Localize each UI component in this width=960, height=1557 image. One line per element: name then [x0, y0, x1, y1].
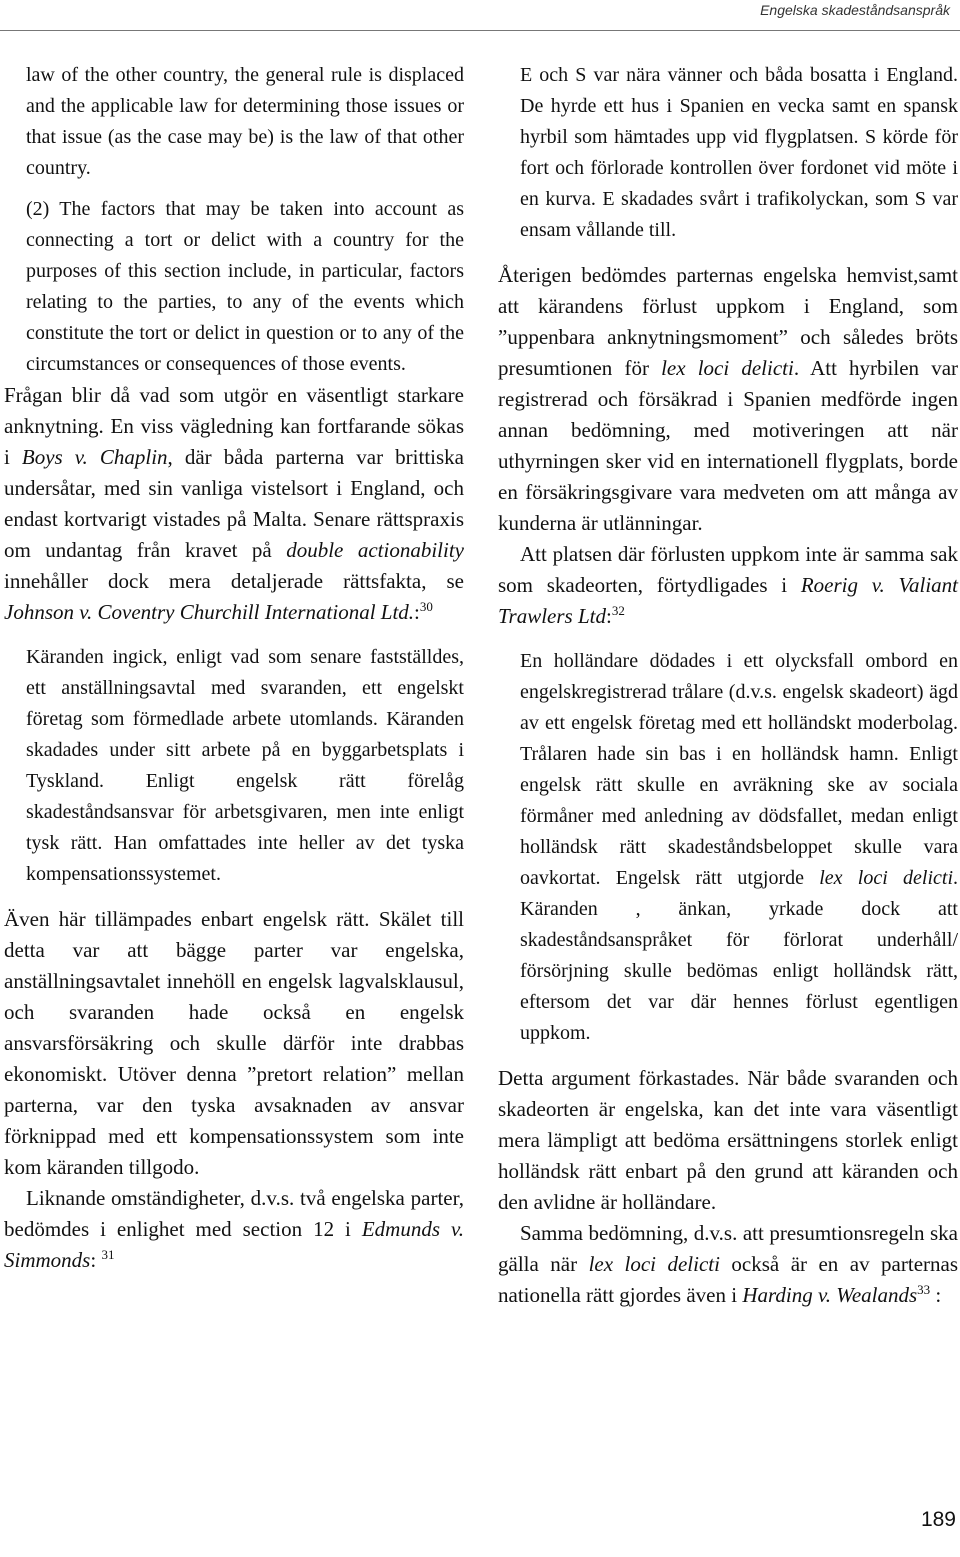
- case-name: Edmunds v. Simmonds: [4, 1217, 464, 1272]
- paragraph-place-of-loss: Att platsen där förlusten uppkom inte är samma sak som skadeorten, förtydligades i Roerig v. Valiant Trawlers Ltd:$^{32}$: [498, 542, 959, 628]
- statute-quote-continued: law of the other country, the general rule is displaced and the applicable law for determining those issues or that issue (as the case may be) is the law of that other country.: [26, 64, 464, 179]
- paragraph-stronger-connection: Frågan blir då vad som utgör en väsentligt starkare anknytning. En viss vägledning kan fortfarande sökas i Boys v. Chaplin, där båda parterna var brittiska undersåtar, med sin vanliga vistelsort i England, och endast kortvarigt vistades på Malta. Senare rättspraxis om undantag från kravet på double actionability innehåller dock mera detaljerade rättsfakta, se Johnson v. Coventry Churchill International Ltd.:$^{30}$: [4, 383, 464, 624]
- case-name: Boys v. Chaplin: [21, 445, 168, 469]
- page-number: 189: [920, 1508, 956, 1531]
- case-summary-johnson: Käranden ingick, enligt vad som senare fastställdes, ett anställningsavtal med svaranden, ett engelskt företag som förmedlade arbete utomlands. Käranden skadades under sitt arbete på en byggarbetsplats i Tyskland. Enligt engelsk rätt förelåg skadeståndsansvar för arbetsgivaren, men inte enligt tysk rätt. Han omfattades inte heller av det tyska kompensationssystemet.: [26, 646, 464, 885]
- case-summary-edmunds: E och S var nära vänner och båda bosatta i England. De hyrde ett hus i Spanien en vecka samt en spansk hyrbil som hämtades upp vid flygplatsen. S körde för fort och förlorade kontrollen över fordonet vid möte i en kurva. E skadades svårt i trafikolyckan, som S var ensam vållande till.: [520, 64, 958, 241]
- paragraph-argument-rejected: Detta argument förkastades. När både svaranden och skadeorten är engelska, kan det inte vara väsentligt mera lämpligt att bedöma ersättningens storlek enligt holländsk rätt enbart på den grund att käranden och den avlidne är holländare.: [498, 1066, 958, 1214]
- paragraph-similar-circumstances: Liknande omständigheter, d.v.s. två engelska parter, bedömdes i enlighet med section 12 i Edmunds v. Simmonds: $^{31}$: [4, 1186, 464, 1272]
- paragraph-same-assessment: Samma bedömning, d.v.s. att presumtionsregeln ska gälla när lex loci delicti också är en av parternas nationella rätt gjordes även i Harding v. Wealands$^{33}$ :: [498, 1221, 959, 1307]
- case-name: Harding v. Wealands: [742, 1283, 918, 1307]
- statute-quote-section-2: (2) The factors that may be taken into account as connecting a tort or delict with a country for the purposes of this section include, in particular, factors relating to the parties, to any of the events which constitute the tort or delict in question or to any of the circumstances or consequences of those events.: [26, 198, 464, 375]
- footnote-ref: 31: [101, 1247, 115, 1262]
- right-column: [498, 60, 958, 1311]
- footnote-ref: 32: [611, 603, 625, 618]
- footnote-ref: 30: [419, 599, 433, 614]
- legal-term: lex loci delicti: [661, 356, 794, 380]
- running-header: Engelska skadeståndsanspråk: [760, 2, 950, 18]
- paragraph-again-assessed: Återigen bedömdes parternas engelska hemvist,samt att kärandens förlust uppkom i England, som ”uppenbara anknytningsmoment” och således bröts presumtionen för lex loci delicti. Att hyrbilen var registrerad och försäkrad i Spanien medförde ingen annan bedömning, med motiveringen att när uthyrningen sker vid en internationell flygplats, borde en försäkringsgivare vara medveten om att många av kunderna är utlänningar.: [498, 263, 959, 535]
- left-column: [4, 60, 464, 1276]
- case-summary-roerig: En holländare dödades i ett olycksfall ombord en engelskregistrerad trålare (d.v.s. engelsk skadeort) ägd av ett engelsk företag med ett holländskt moderbolag. Trålaren hade sin bas i en holländsk hamn. Enligt engelsk rätt skulle en avräkning ske av sociala förmåner med anledning av dödsfallet, medan enligt holländsk rätt skadeståndsbeloppet skulle vara oavkortat. Engelsk rätt utgjorde lex loci delicti. Käranden , änkan, yrkade dock att skadeståndsanspråket för förlorat underhåll/ försörjning skulle bedömas enligt holländsk rätt, eftersom det var där hennes förlust egentligen uppkom.: [520, 650, 958, 1044]
- footnote-ref: 33: [917, 1282, 931, 1297]
- header-rule: [0, 30, 960, 31]
- paragraph-english-law-applied: Även här tillämpades enbart engelsk rätt. Skälet till detta var att bägge parter var engelska, anställningsavtalet innehöll en engelsk lagvalsklausul, och svaranden hade också en engelsk ansvarsförsäkring och skulle därför inte drabbas ekonomiskt. Utöver denna ”pretort relation” mellan parterna, var den tyska avsaknaden av ansvar förknippad med ett kompensationssystem som inte kom käranden tillgodo.: [4, 907, 464, 1179]
- legal-term: lex loci delicti: [588, 1252, 720, 1276]
- case-name: Johnson v. Coventry Churchill International Ltd.: [4, 600, 415, 624]
- case-name: Roerig v. Valiant Trawlers Ltd: [498, 573, 959, 628]
- legal-term: lex loci delicti: [819, 867, 953, 889]
- legal-term: double actionability: [286, 538, 464, 562]
